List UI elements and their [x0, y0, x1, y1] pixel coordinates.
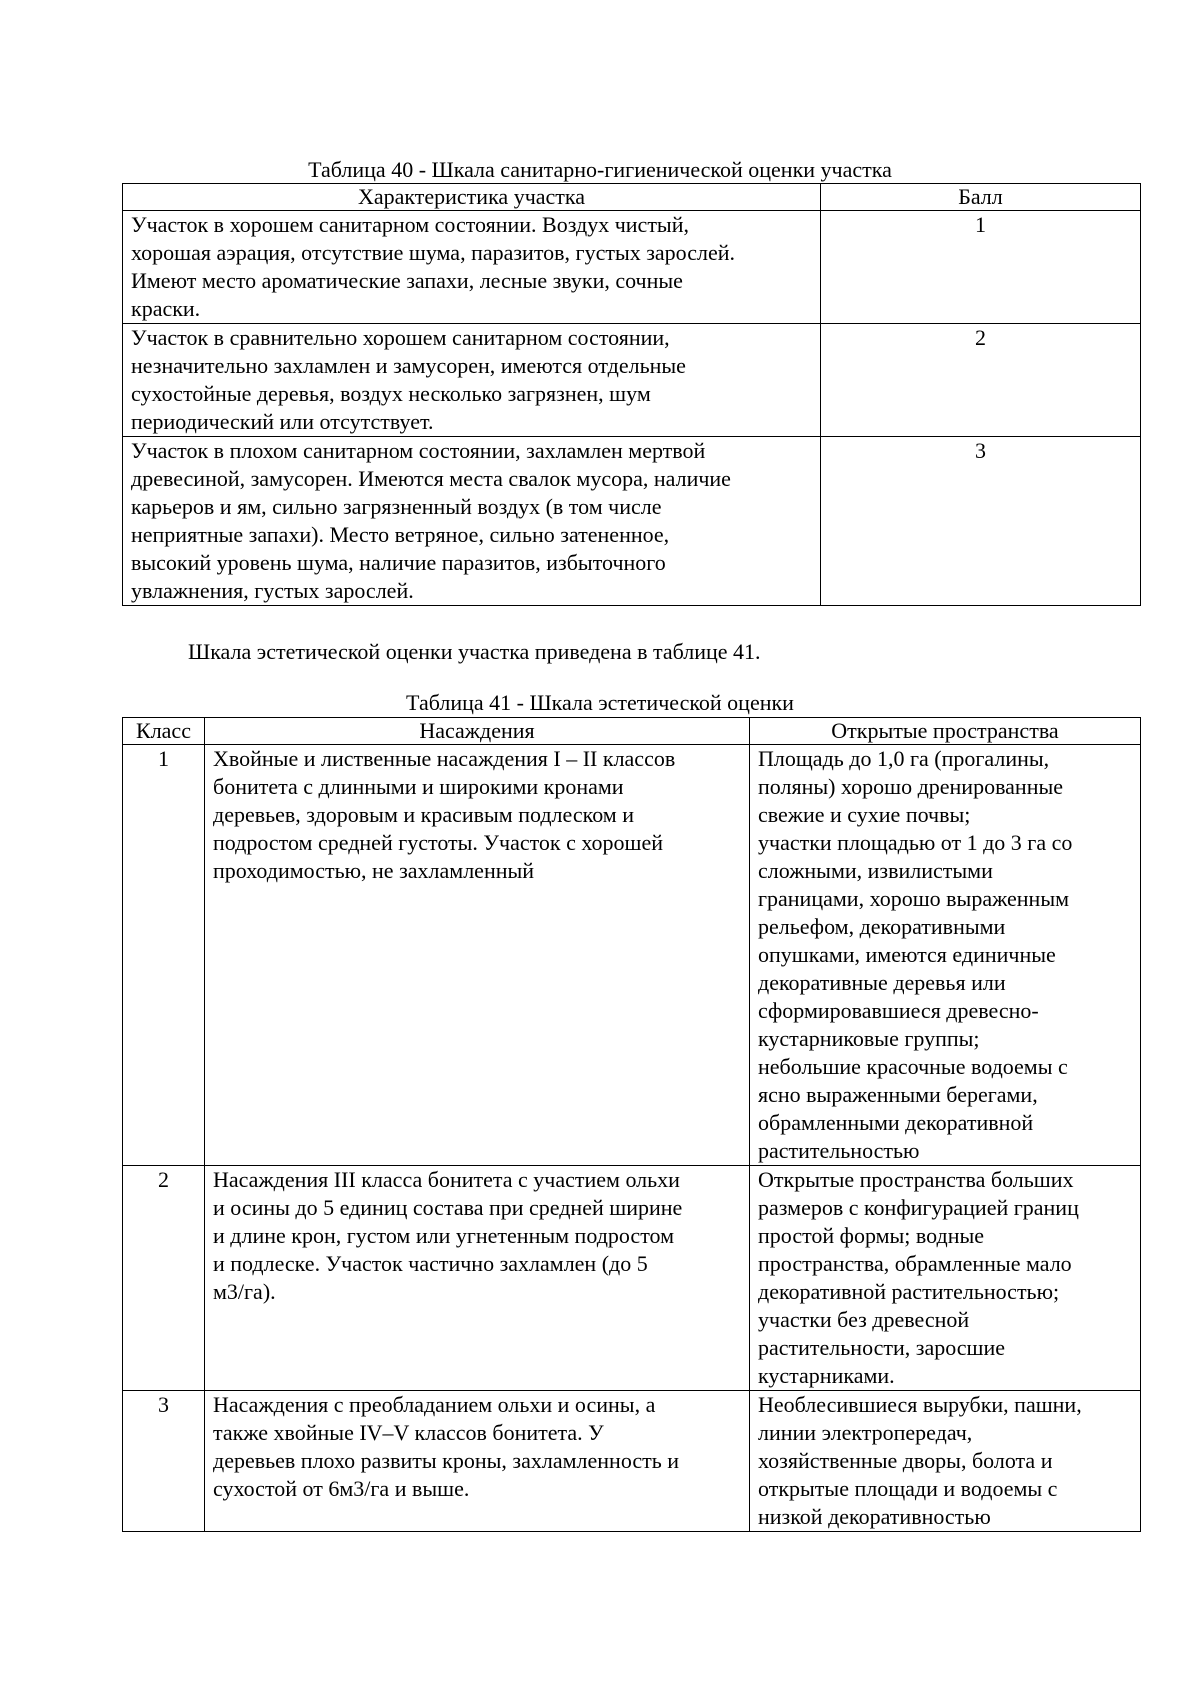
- table-row: [123, 1166, 1141, 1391]
- score-cell: 3: [821, 437, 1141, 606]
- score-cell: 2: [821, 324, 1141, 437]
- body-paragraph: Шкала эстетической оценки участка приведена в таблице 41.: [188, 639, 761, 664]
- class-cell: 2: [123, 1166, 205, 1391]
- plantings-cell: Насаждения с преобладанием ольхи и осины, а также хвойные IV–V классов бонитета. У деревьев плохо развиты кроны, захламленность и сухостой от 6м3/га и выше.: [205, 1391, 750, 1532]
- class-cell: 1: [123, 745, 205, 1166]
- table-row: [123, 324, 1141, 437]
- table-row: [123, 437, 1141, 606]
- aesthetic-assessment-table: [122, 717, 1141, 1532]
- open-spaces-cell: Необлесившиеся вырубки, пашни, линии электропередач, хозяйственные дворы, болота и открытые площади и водоемы с низкой декоративностью: [750, 1391, 1141, 1532]
- characteristic-cell: Участок в плохом санитарном состоянии, захламлен мертвой древесиной, замусорен. Имеются места свалок мусора, наличие карьеров и ям, сильно загрязненный воздух (в том числе неприятные запахи). Место ветряное, сильно затененное, высокий уровень шума, наличие паразитов, избыточного увлажнения, густых зарослей.: [123, 437, 821, 606]
- plantings-cell: Насаждения III класса бонитета с участием ольхи и осины до 5 единиц состава при средней ширине и длине крон, густом или угнетенным подростом и подлеске. Участок частично захламлен (до 5 м3/га).: [205, 1166, 750, 1391]
- column-header-open-spaces: Открытые пространства: [750, 718, 1141, 745]
- column-header-class: Класс: [123, 718, 205, 745]
- table-row: [123, 211, 1141, 324]
- table-40-caption: Таблица 40 - Шкала санитарно-гигиенической оценки участка: [308, 157, 892, 182]
- open-spaces-cell: Открытые пространства больших размеров с конфигурацией границ простой формы; водные пространства, обрамленные мало декоративной растительностью; участки без древесной растительности, заросшие кустарниками.: [750, 1166, 1141, 1391]
- score-cell: 1: [821, 211, 1141, 324]
- open-spaces-cell: Площадь до 1,0 га (прогалины, поляны) хорошо дренированные свежие и сухие почвы; участки площадью от 1 до 3 га со сложными, извилистыми границами, хорошо выраженным рельефом, декоративными опушками, имеются единичные декоративные деревья или сформировавшиеся древесно- кустарниковые группы; небольшие красочные водоемы с ясно выраженными берегами, обрамленными декоративной растительностью: [750, 745, 1141, 1166]
- characteristic-cell: Участок в сравнительно хорошем санитарном состоянии, незначительно захламлен и замусорен, имеются отдельные сухостойные деревья, воздух несколько загрязнен, шум периодический или отсутствует.: [123, 324, 821, 437]
- column-header-plantings: Насаждения: [205, 718, 750, 745]
- table-row: [123, 1391, 1141, 1532]
- characteristic-cell: Участок в хорошем санитарном состоянии. Воздух чистый, хорошая аэрация, отсутствие шума, паразитов, густых зарослей. Имеют место ароматические запахи, лесные звуки, сочные краски.: [123, 211, 821, 324]
- table-header-row: [123, 718, 1141, 745]
- sanitary-assessment-table: [122, 183, 1141, 606]
- column-header-characteristic: Характеристика участка: [123, 184, 821, 211]
- class-cell: 3: [123, 1391, 205, 1532]
- column-header-score: Балл: [821, 184, 1141, 211]
- plantings-cell: Хвойные и лиственные насаждения I – II классов бонитета с длинными и широкими кронами деревьев, здоровым и красивым подлеском и подростом средней густоты. Участок с хорошей проходимостью, не захламленный: [205, 745, 750, 1166]
- table-row: [123, 745, 1141, 1166]
- table-41-caption: Таблица 41 - Шкала эстетической оценки: [406, 690, 794, 715]
- table-header-row: [123, 184, 1141, 211]
